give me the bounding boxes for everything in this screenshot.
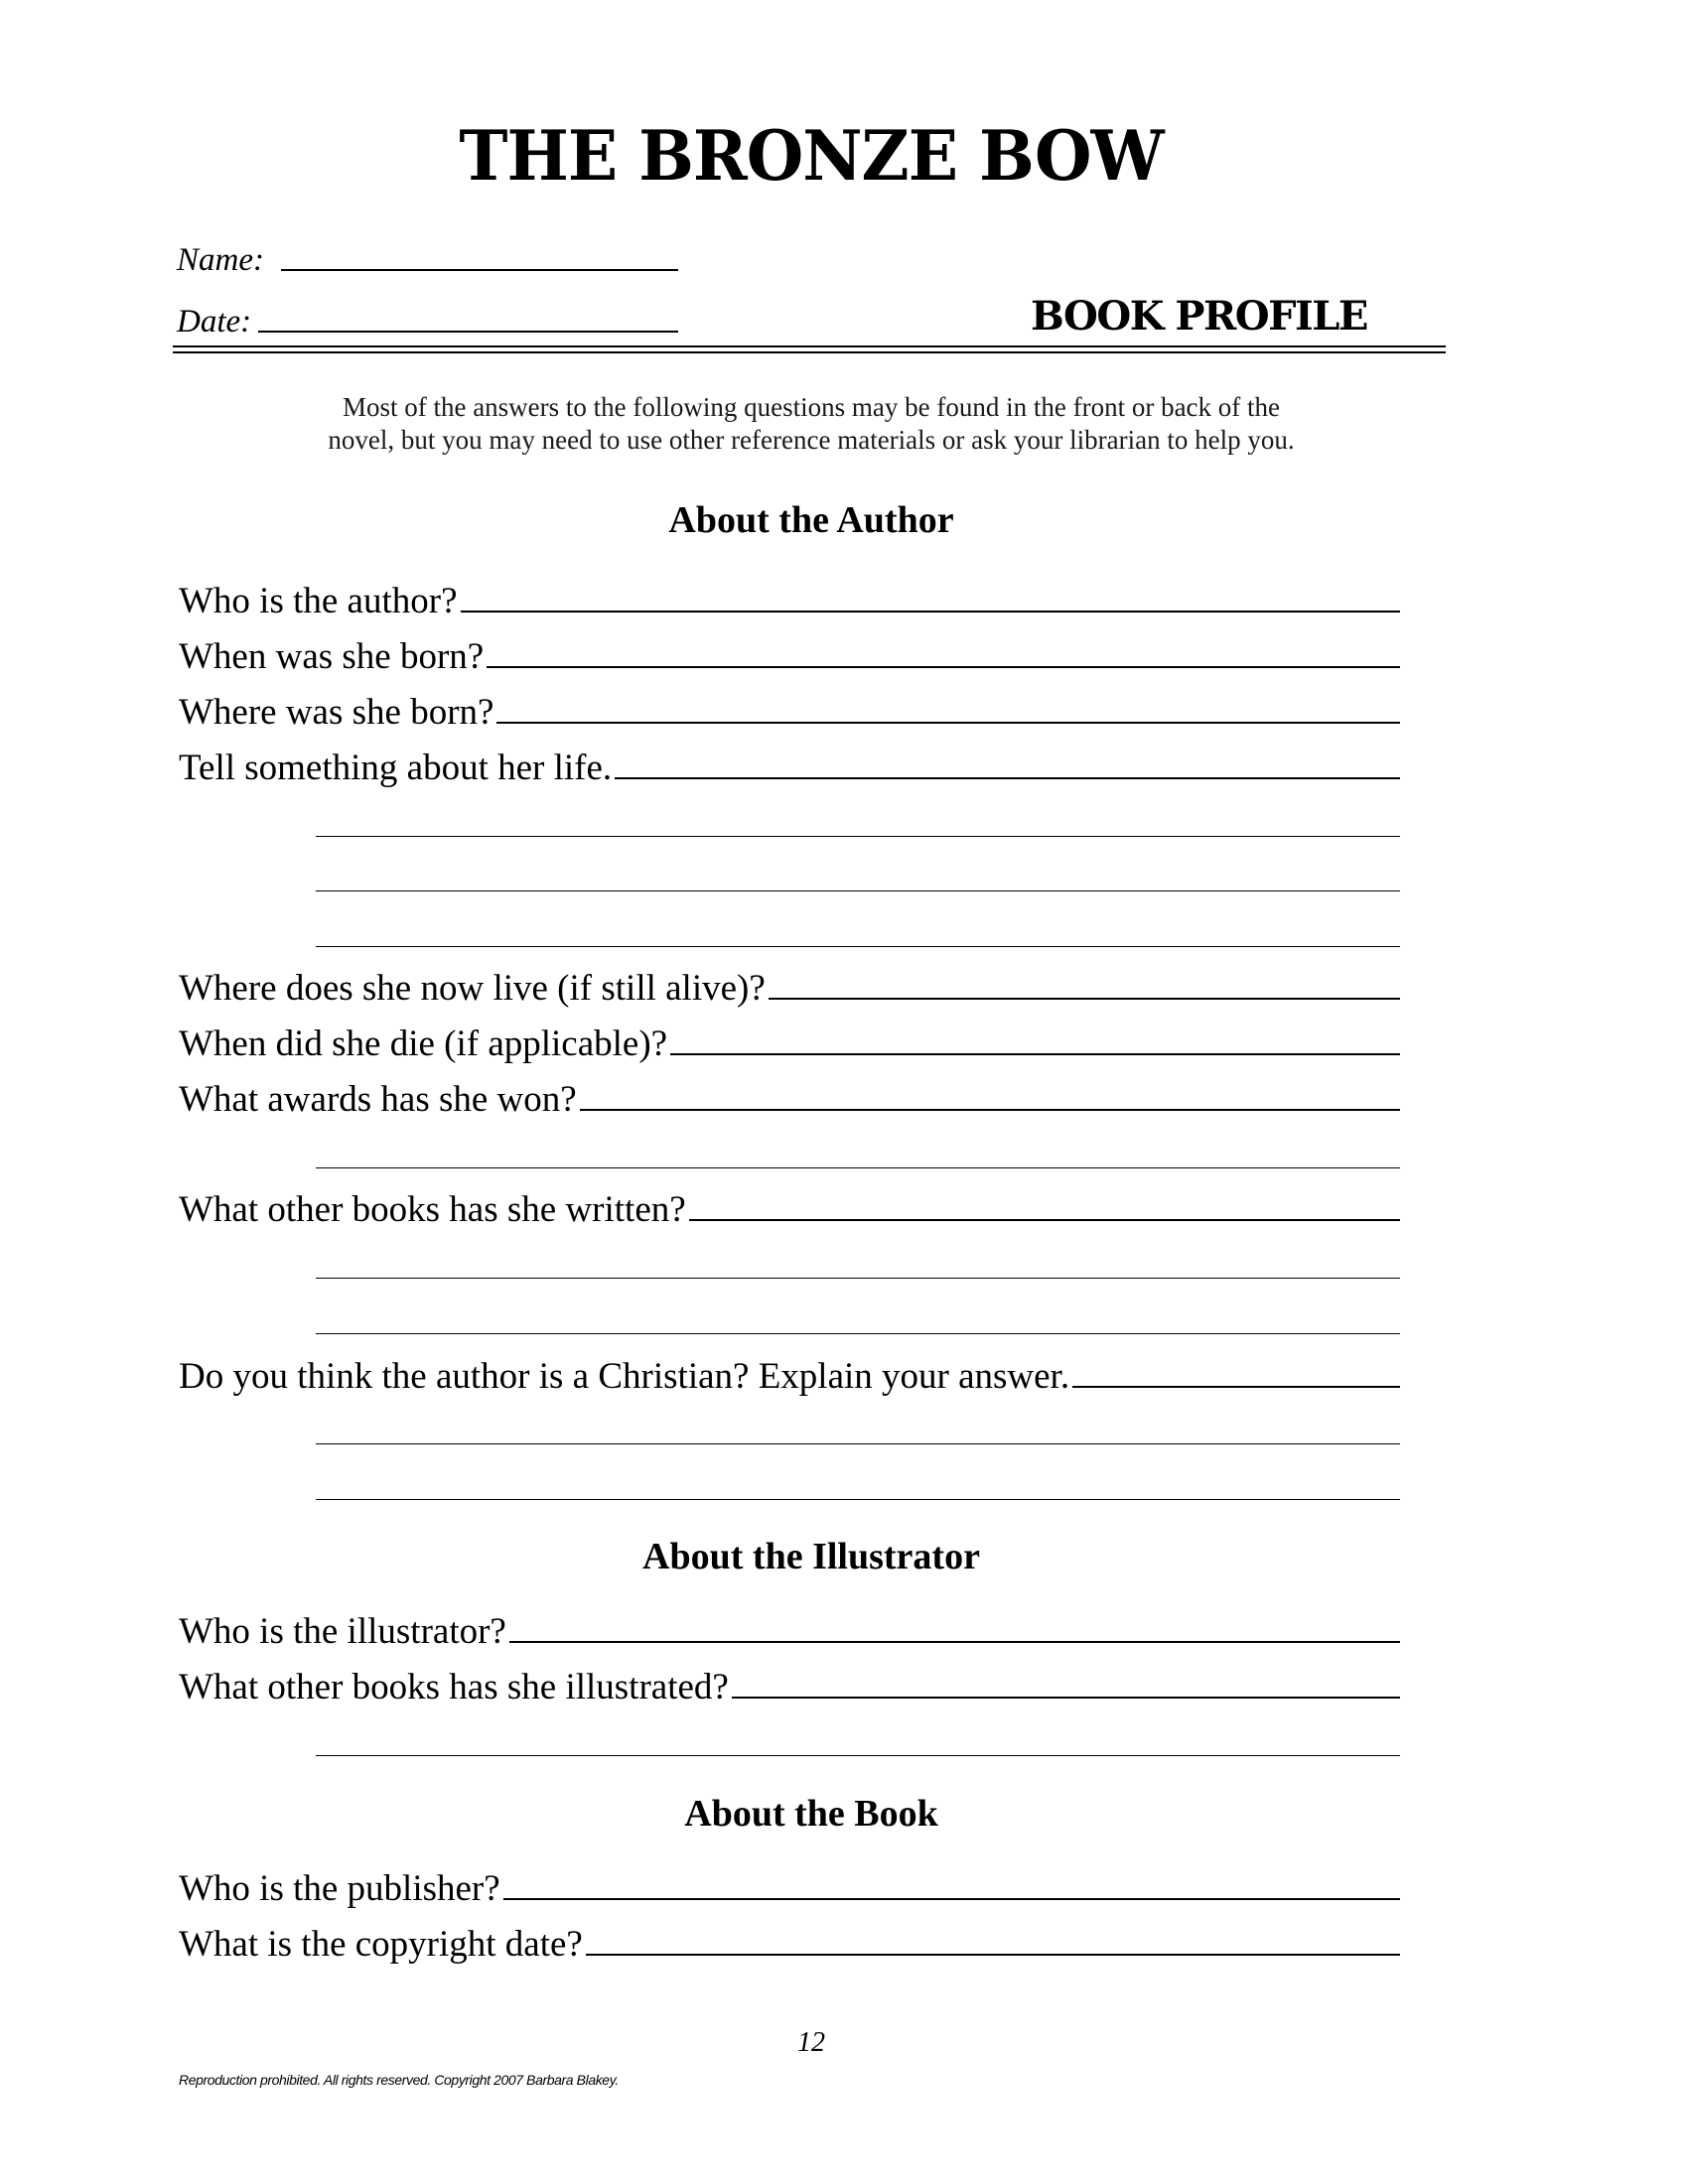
book-profile-heading: BOOK PROFILE: [1031, 293, 1367, 340]
date-field[interactable]: [258, 331, 678, 333]
section-heading-illustrator: About the Illustrator: [642, 1536, 980, 1577]
answer-line[interactable]: [316, 946, 1400, 947]
instructions-line-2: novel, but you may need to use other reference materials or ask your librarian to help you.: [328, 425, 1295, 455]
question-label: What awards has she won?: [179, 1079, 577, 1120]
answer-field[interactable]: [732, 1697, 1400, 1699]
question-label: What other books has she written?: [179, 1189, 686, 1230]
name-label: Name:: [177, 242, 264, 278]
question-awards: [179, 1078, 1400, 1121]
answer-field[interactable]: [689, 1219, 1400, 1221]
copyright-notice: Reproduction prohibited. All rights reserved. Copyright 2007 Barbara Blakey.: [179, 2072, 619, 2088]
answer-field[interactable]: [503, 1898, 1400, 1900]
question-other-books: [179, 1188, 1400, 1231]
question-label: Where does she now live (if still alive)?: [179, 968, 766, 1009]
question-born-when: [179, 635, 1400, 678]
answer-line[interactable]: [316, 1278, 1400, 1279]
question-label: When did she die (if applicable)?: [179, 1024, 668, 1064]
question-life: [179, 747, 1400, 789]
question-label: Who is the publisher?: [179, 1868, 500, 1909]
answer-field[interactable]: [586, 1954, 1400, 1956]
question-label: Who is the author?: [179, 581, 458, 621]
answer-line[interactable]: [316, 1443, 1400, 1444]
question-born-where: [179, 691, 1400, 734]
question-label: Who is the illustrator?: [179, 1611, 506, 1652]
question-label: Where was she born?: [179, 692, 494, 733]
answer-line[interactable]: [316, 1499, 1400, 1500]
section-heading-author: About the Author: [668, 499, 954, 541]
page-number: 12: [797, 2027, 825, 2058]
header-divider-secondary: [173, 351, 1446, 353]
question-christian: [179, 1355, 1400, 1398]
question-illustrated: [179, 1666, 1400, 1708]
question-illustrator: [179, 1610, 1400, 1653]
section-heading-book: About the Book: [684, 1793, 938, 1835]
question-publisher: [179, 1867, 1400, 1910]
question-label: What is the copyright date?: [179, 1924, 583, 1965]
answer-field[interactable]: [769, 998, 1400, 1000]
question-label: Tell something about her life.: [179, 748, 613, 788]
question-label: When was she born?: [179, 636, 485, 677]
question-died: [179, 1023, 1400, 1065]
answer-line[interactable]: [316, 1755, 1400, 1756]
answer-line[interactable]: [316, 890, 1400, 891]
name-field[interactable]: [281, 269, 678, 271]
answer-line[interactable]: [316, 836, 1400, 837]
instructions-line-1: Most of the answers to the following questions may be found in the front or back of the: [342, 392, 1281, 422]
date-label: Date:: [177, 304, 252, 340]
answer-field[interactable]: [580, 1109, 1400, 1111]
question-author: [179, 580, 1400, 622]
question-label: What other books has she illustrated?: [179, 1667, 729, 1707]
page-title: THE BRONZE BOW: [459, 115, 1164, 197]
answer-line[interactable]: [316, 1333, 1400, 1334]
question-copyright-date: [179, 1923, 1400, 1966]
answer-field[interactable]: [496, 722, 1400, 724]
answer-field[interactable]: [509, 1641, 1400, 1643]
answer-field[interactable]: [615, 777, 1400, 779]
answer-field[interactable]: [670, 1053, 1400, 1055]
instructions: [179, 391, 1444, 457]
answer-field[interactable]: [487, 666, 1400, 668]
question-lives-now: [179, 967, 1400, 1010]
answer-line[interactable]: [316, 1167, 1400, 1168]
answer-field[interactable]: [1072, 1386, 1400, 1388]
answer-field[interactable]: [461, 611, 1401, 613]
header-divider: [173, 345, 1446, 347]
question-label: Do you think the author is a Christian? Explain your answer.: [179, 1356, 1070, 1397]
